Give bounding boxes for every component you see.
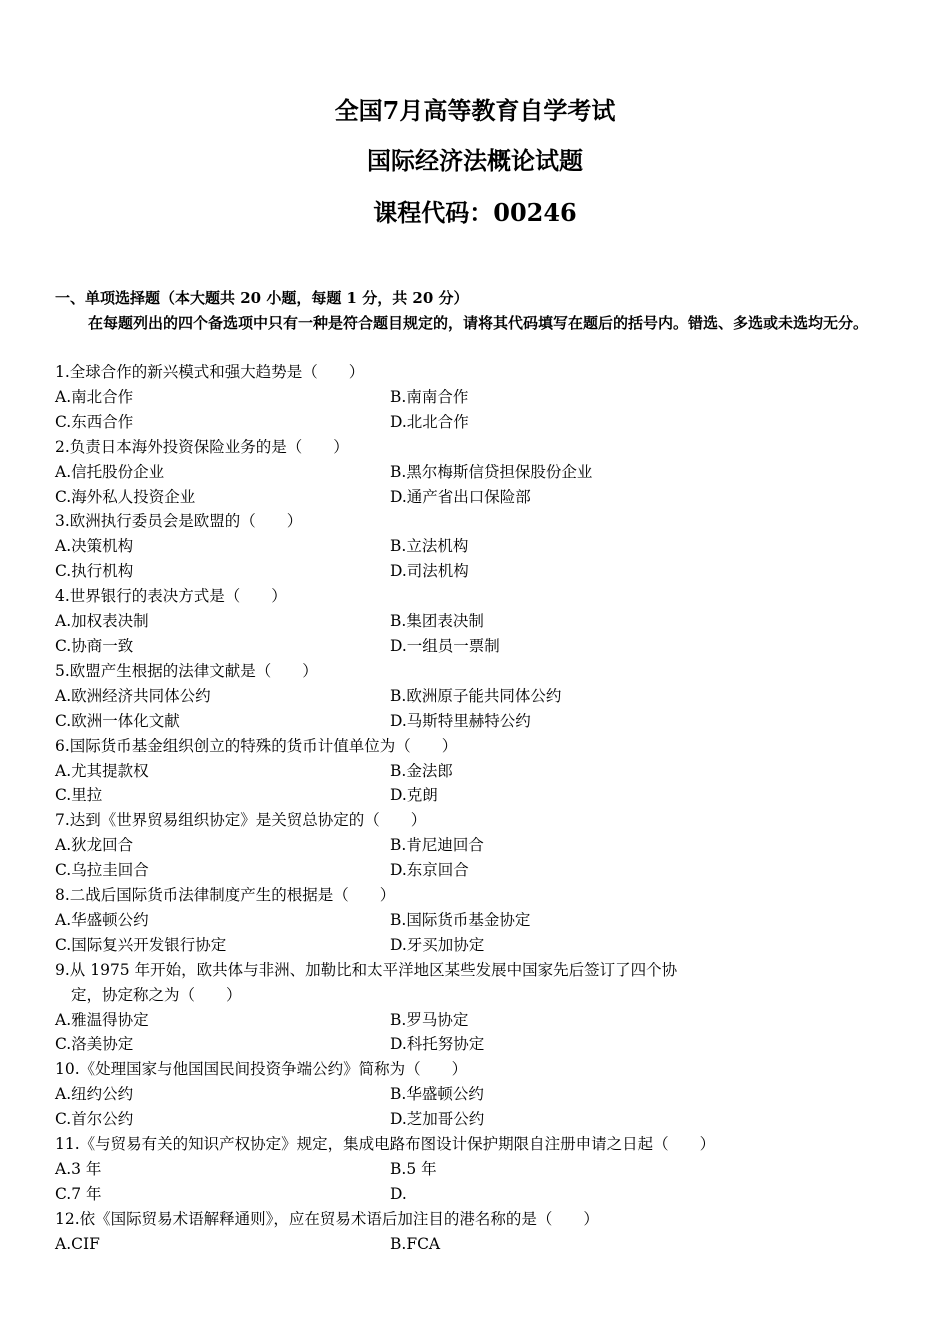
option-row: [55, 759, 905, 784]
option-a: A.雅温得协定: [55, 1010, 149, 1029]
exam-subject: 国际经济法概论试题: [367, 146, 583, 175]
question-stem: 11.《与贸易有关的知识产权协定》规定，集成电路布图设计保护期限自注册申请之日起（ ）: [55, 1135, 716, 1154]
option-c: C.乌拉圭回合: [55, 861, 149, 880]
question-stem: 4.世界银行的表决方式是（ ）: [55, 587, 287, 606]
option-c: C.7 年: [55, 1184, 102, 1203]
option-a: A.决策机构: [55, 537, 134, 556]
option-d: D.芝加哥公约: [390, 1110, 485, 1129]
option-row: [55, 609, 905, 634]
question-stem: 3.欧洲执行委员会是欧盟的（ ）: [55, 512, 303, 531]
option-d: D.司法机构: [390, 562, 469, 581]
option-d: D.一组员一票制: [390, 636, 500, 655]
option-a: A.南北合作: [55, 387, 134, 406]
option-row: [55, 833, 905, 858]
option-row: [55, 534, 905, 559]
section-heading: 一、单项选择题（本大题共 20 小题，每题 1 分，共 20 分）: [55, 289, 469, 307]
question-stem: 9.从 1975 年开始，欧共体与非洲、加勒比和太平洋地区某些发展中国家先后签订了四个协定，协定称之为（ ）: [55, 960, 678, 1004]
option-b: B.欧洲原子能共同体公约: [390, 686, 562, 705]
option-d: D.马斯特里赫特公约: [390, 711, 531, 730]
option-b: B.国际货币基金协定: [390, 910, 531, 929]
option-b: B.立法机构: [390, 537, 469, 556]
option-row: [55, 1157, 905, 1182]
option-b: B.FCA: [390, 1234, 441, 1253]
option-row: [55, 1107, 905, 1132]
option-b: B.金法郎: [390, 761, 453, 780]
section-instruction: 在每题列出的四个备选项中只有一种是符合题目规定的，请将其代码填写在题后的括号内。错选、多选或未选均无分。: [88, 314, 869, 332]
option-b: B.罗马协定: [390, 1010, 469, 1029]
option-d: D.: [390, 1184, 407, 1203]
option-d: D.通产省出口保险部: [390, 487, 531, 506]
option-b: B.肯尼迪回合: [390, 836, 484, 855]
option-row: [55, 908, 905, 933]
option-c: C.国际复兴开发银行协定: [55, 935, 227, 954]
option-row: [55, 1082, 905, 1107]
exam-title: 全国7月高等教育自学考试: [334, 96, 616, 125]
option-d: D.北北合作: [390, 412, 469, 431]
option-row: [55, 410, 905, 435]
question-stem: 5.欧盟产生根据的法律文献是（ ）: [55, 661, 318, 680]
option-row: [55, 933, 905, 958]
option-row: [55, 1232, 905, 1257]
question-stem: 7.达到《世界贸易组织协定》是关贸总协定的（ ）: [55, 811, 427, 830]
option-c: C.协商一致: [55, 636, 134, 655]
question-stem: 10.《处理国家与他国国民间投资争端公约》简称为（ ）: [55, 1060, 468, 1079]
option-c: C.东西合作: [55, 412, 134, 431]
option-b: B.南南合作: [390, 387, 469, 406]
option-a: A.狄龙回合: [55, 836, 134, 855]
option-c: C.欧洲一体化文献: [55, 711, 180, 730]
option-a: A.华盛顿公约: [55, 910, 149, 929]
option-a: A.欧洲经济共同体公约: [55, 686, 211, 705]
option-b: B.集团表决制: [390, 612, 484, 631]
option-d: D.科托努协定: [390, 1035, 485, 1054]
question-list: [55, 360, 905, 1257]
question-stem: 12.依《国际贸易术语解释通则》，应在贸易术语后加注目的港名称的是（ ）: [55, 1209, 599, 1228]
course-code: 课程代码：00246: [373, 198, 577, 227]
option-row: [55, 1032, 905, 1057]
option-row: [55, 709, 905, 734]
option-a: A.加权表决制: [55, 612, 149, 631]
option-row: [55, 485, 905, 510]
option-row: [55, 634, 905, 659]
option-a: A.3 年: [55, 1160, 102, 1178]
option-b: B.5 年: [390, 1160, 437, 1178]
option-d: D.克朗: [390, 786, 438, 805]
option-d: D.牙买加协定: [390, 935, 485, 954]
question-stem: 8.二战后国际货币法律制度产生的根据是（ ）: [55, 886, 396, 905]
option-a: A.信托股份企业: [55, 462, 165, 481]
option-c: C.里拉: [55, 786, 103, 805]
option-c: C.洛美协定: [55, 1035, 134, 1054]
option-row: [55, 460, 905, 485]
section-header: [55, 286, 905, 336]
option-a: A.纽约公约: [55, 1085, 134, 1104]
option-row: [55, 385, 905, 410]
option-a: A.尤其提款权: [55, 761, 149, 780]
option-d: D.东京回合: [390, 861, 469, 880]
option-row: [55, 1008, 905, 1033]
option-row: [55, 684, 905, 709]
option-b: B.华盛顿公约: [390, 1085, 484, 1104]
option-row: [55, 559, 905, 584]
question-stem: 6.国际货币基金组织创立的特殊的货币计值单位为（ ）: [55, 736, 458, 755]
option-row: [55, 1182, 905, 1207]
option-b: B.黑尔梅斯信贷担保股份企业: [390, 462, 593, 481]
option-a: A.CIF: [55, 1234, 100, 1253]
question-stem: 1.全球合作的新兴模式和强大趋势是（ ）: [55, 363, 365, 381]
option-c: C.首尔公约: [55, 1110, 134, 1129]
option-row: [55, 783, 905, 808]
question-stem: 2.负责日本海外投资保险业务的是（ ）: [55, 437, 349, 456]
option-c: C.海外私人投资企业: [55, 487, 196, 506]
option-row: [55, 858, 905, 883]
option-c: C.执行机构: [55, 562, 134, 581]
